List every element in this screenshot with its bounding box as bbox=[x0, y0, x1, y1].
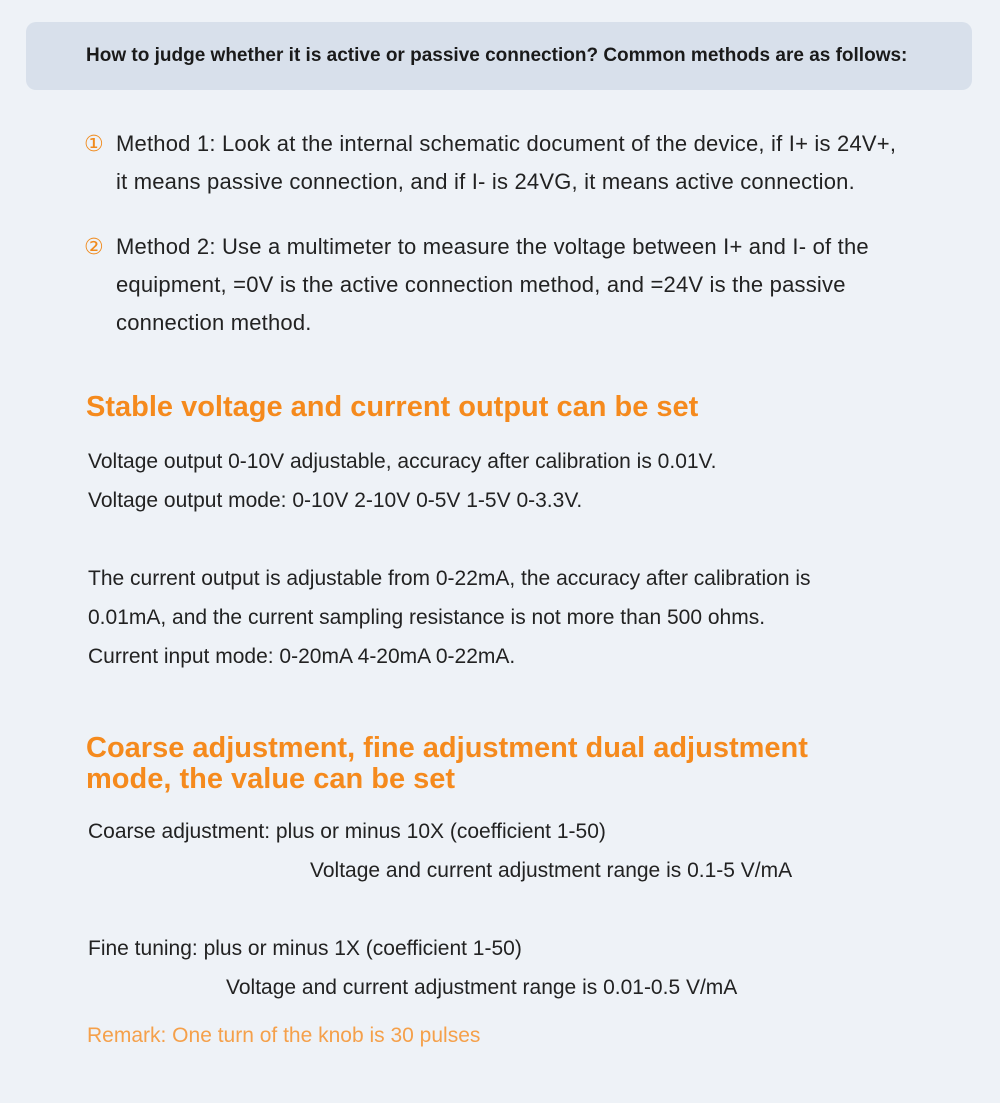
current-line-3: Current input mode: 0-20mA 4-20mA 0-22mA. bbox=[88, 645, 516, 668]
method-2 bbox=[84, 228, 869, 342]
circled-digit-two-icon: ② bbox=[84, 234, 104, 259]
voltage-line-1: Voltage output 0-10V adjustable, accuracy after calibration is 0.01V. bbox=[88, 450, 717, 473]
circled-digit-one-icon: ① bbox=[84, 131, 104, 156]
question-text: How to judge whether it is active or passive connection? Common methods are as follows: bbox=[86, 45, 908, 66]
method-1-line-1: Method 1: Look at the internal schematic document of the device, if I+ is 24V+, bbox=[116, 131, 897, 156]
method-2-line-1: Method 2: Use a multimeter to measure the voltage between I+ and I- of the bbox=[116, 234, 869, 259]
section-title-line-1: Coarse adjustment, fine adjustment dual adjustment bbox=[86, 732, 808, 764]
current-line-2: 0.01mA, and the current sampling resistance is not more than 500 ohms. bbox=[88, 606, 766, 629]
coarse-adjustment-paragraph bbox=[88, 812, 792, 890]
method-2-line-2: equipment, =0V is the active connection method, and =24V is the passive bbox=[116, 272, 846, 297]
fine-main-line: Fine tuning: plus or minus 1X (coefficient 1-50) bbox=[88, 937, 522, 960]
current-output-paragraph bbox=[88, 559, 811, 676]
section-title-dual-adjustment bbox=[86, 733, 808, 795]
question-banner bbox=[26, 22, 972, 90]
section-title-line-2: mode, the value can be set bbox=[86, 763, 456, 795]
method-2-line-3: connection method. bbox=[116, 310, 312, 335]
section-title-stable-output: Stable voltage and current output can be set bbox=[86, 391, 699, 423]
method-1-line-2: it means passive connection, and if I- is 24VG, it means active connection. bbox=[116, 169, 855, 194]
fine-tuning-paragraph bbox=[88, 929, 737, 1007]
voltage-line-2: Voltage output mode: 0-10V 2-10V 0-5V 1-5V 0-3.3V. bbox=[88, 489, 583, 512]
current-line-1: The current output is adjustable from 0-22mA, the accuracy after calibration is bbox=[88, 567, 811, 590]
voltage-output-paragraph bbox=[88, 442, 716, 520]
coarse-range-line: Voltage and current adjustment range is 0.1-5 V/mA bbox=[310, 859, 793, 882]
method-1 bbox=[84, 125, 896, 201]
fine-range-line: Voltage and current adjustment range is 0.01-0.5 V/mA bbox=[226, 976, 738, 999]
coarse-main-line: Coarse adjustment: plus or minus 10X (coefficient 1-50) bbox=[88, 820, 606, 843]
remark-text: Remark: One turn of the knob is 30 pulses bbox=[87, 1024, 481, 1047]
